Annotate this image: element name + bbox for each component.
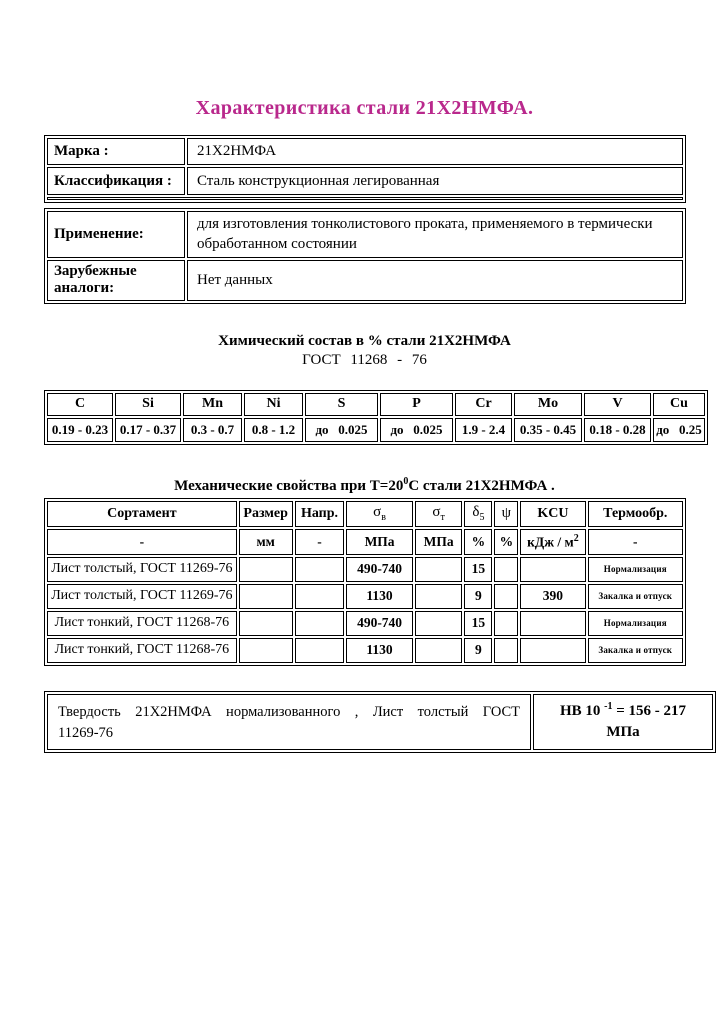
chem-values-row — [47, 418, 705, 442]
table-row — [47, 557, 683, 582]
unit-cell: - — [588, 529, 683, 555]
chem-header-row — [47, 393, 705, 416]
element-header: V — [584, 393, 651, 416]
col-header-napr: Напр. — [295, 501, 345, 527]
primenenie-label: Применение: — [47, 211, 185, 258]
sigma-v-cell: 1130 — [346, 584, 412, 609]
spacer-cell — [47, 197, 683, 200]
table-row — [47, 611, 683, 636]
unit-cell: - — [47, 529, 237, 555]
element-header: Ni — [244, 393, 303, 416]
delta5-cell: 15 — [464, 611, 492, 636]
info-table-top — [44, 135, 686, 203]
sigma-v-cell: 490-740 — [346, 557, 412, 582]
table-row — [47, 584, 683, 609]
unit-cell: МПа — [415, 529, 463, 555]
element-header: Si — [115, 393, 181, 416]
mech-section-heading: Механические свойства при $Т=20^0С$ стали 21Х2НМФА . — [174, 475, 555, 494]
hardness-description-line1: Твердость 21Х2НМФА нормализованного , Лист толстый ГОСТ — [58, 703, 520, 720]
element-header: S — [305, 393, 378, 416]
razmer-cell — [239, 557, 293, 582]
mech-units-row — [47, 529, 683, 555]
primenenie-value: для изготовления тонколистового проката, применяемого в термически обработанном состоянии — [187, 211, 683, 258]
napr-cell — [295, 557, 345, 582]
hardness-description-line2: 11269-76 — [58, 725, 114, 742]
page-title: Характеристика стали 21Х2НМФА. — [195, 97, 534, 119]
sigma-v-cell: 490-740 — [346, 611, 412, 636]
napr-cell — [295, 638, 345, 663]
superscript: 0 — [403, 475, 409, 487]
termoobr-cell: Нормализация — [588, 557, 683, 582]
chem-gost-subheading: ГОСТ 11268 - 76 — [302, 351, 427, 368]
hardness-table — [44, 691, 716, 754]
element-header: Mn — [183, 393, 242, 416]
unit-cell: - — [295, 529, 345, 555]
element-value: 0.3 - 0.7 — [183, 418, 242, 442]
element-value: до 0.025 — [305, 418, 378, 442]
sigma-t-cell — [415, 557, 463, 582]
info-table-bottom — [44, 208, 686, 304]
table-row — [47, 167, 683, 195]
element-header: Cr — [455, 393, 512, 416]
element-value: 0.17 - 0.37 — [115, 418, 181, 442]
sigma-t-cell — [415, 611, 463, 636]
element-value: 1.9 - 2.4 — [455, 418, 512, 442]
unit-cell: мм — [239, 529, 293, 555]
element-value: до 0.025 — [380, 418, 453, 442]
element-value: 0.35 - 0.45 — [514, 418, 582, 442]
table-row — [47, 138, 683, 165]
col-header-razmer: Размер — [239, 501, 293, 527]
kcu-cell: 390 — [520, 584, 585, 609]
kcu-cell — [520, 611, 585, 636]
unit-cell-kdzh: кДж / $м^2$ — [520, 529, 585, 555]
klassifikaciya-label: Классификация : — [47, 167, 185, 195]
col-header-delta-5: $\delta_5$ — [464, 501, 492, 527]
razmer-cell — [239, 638, 293, 663]
psi-cell — [494, 584, 518, 609]
element-value: 0.8 - 1.2 — [244, 418, 303, 442]
unit-cell: % — [494, 529, 518, 555]
analogi-label: Зарубежные аналоги: — [47, 260, 185, 301]
kcu-cell — [520, 638, 585, 663]
sigma-v-cell: 1130 — [346, 638, 412, 663]
col-header-sigma-v: $\sigma_в$ — [346, 501, 412, 527]
hardness-description — [47, 694, 531, 751]
table-row — [47, 638, 683, 663]
table-row — [47, 260, 683, 301]
psi-cell — [494, 557, 518, 582]
element-header: Cu — [653, 393, 705, 416]
termoobr-cell: Закалка и отпуск — [588, 638, 683, 663]
element-header: Mo — [514, 393, 582, 416]
hardness-value — [533, 694, 713, 751]
kcu-cell — [520, 557, 585, 582]
psi-cell — [494, 638, 518, 663]
sigma-t-cell — [415, 584, 463, 609]
col-header-psi: ψ — [494, 501, 518, 527]
delta5-cell: 9 — [464, 584, 492, 609]
col-header-kcu: KCU — [520, 501, 585, 527]
napr-cell — [295, 584, 345, 609]
sigma-t-cell — [415, 638, 463, 663]
sortament-cell: Лист толстый, ГОСТ 11269-76 — [47, 584, 237, 609]
razmer-cell — [239, 611, 293, 636]
sortament-cell: Лист тонкий, ГОСТ 11268-76 — [47, 638, 237, 663]
element-value: 0.18 - 0.28 — [584, 418, 651, 442]
marka-label: Марка : — [47, 138, 185, 165]
psi-cell — [494, 611, 518, 636]
element-header: P — [380, 393, 453, 416]
unit-cell: МПа — [346, 529, 412, 555]
delta5-cell: 9 — [464, 638, 492, 663]
element-value: 0.19 - 0.23 — [47, 418, 113, 442]
spacer-row — [47, 197, 683, 200]
termoobr-cell: Закалка и отпуск — [588, 584, 683, 609]
table-row — [47, 694, 713, 751]
unit-cell: % — [464, 529, 492, 555]
chem-composition-table — [44, 390, 708, 445]
col-header-sortament: Сортамент — [47, 501, 237, 527]
sortament-cell: Лист тонкий, ГОСТ 11268-76 — [47, 611, 237, 636]
sortament-cell: Лист толстый, ГОСТ 11269-76 — [47, 557, 237, 582]
table-row — [47, 211, 683, 258]
termoobr-cell: Нормализация — [588, 611, 683, 636]
hardness-value-line2: МПа — [606, 724, 640, 741]
klassifikaciya-value: Сталь конструкционная легированная — [187, 167, 683, 195]
razmer-cell — [239, 584, 293, 609]
mech-header-row — [47, 501, 683, 527]
mech-properties-table — [44, 498, 686, 666]
marka-value: 21Х2НМФА — [187, 138, 683, 165]
hardness-value-line1: НВ 10 $^{-1}$ = 156 - 217 — [559, 700, 687, 719]
element-header: C — [47, 393, 113, 416]
delta5-cell: 15 — [464, 557, 492, 582]
analogi-value: Нет данных — [187, 260, 683, 301]
col-header-sigma-t: $\sigma_т$ — [415, 501, 463, 527]
element-value: до 0.25 — [653, 418, 705, 442]
chem-section-heading: Химический состав в % стали 21Х2НМФА — [218, 332, 511, 349]
napr-cell — [295, 611, 345, 636]
col-header-termoobr: Термообр. — [588, 501, 683, 527]
